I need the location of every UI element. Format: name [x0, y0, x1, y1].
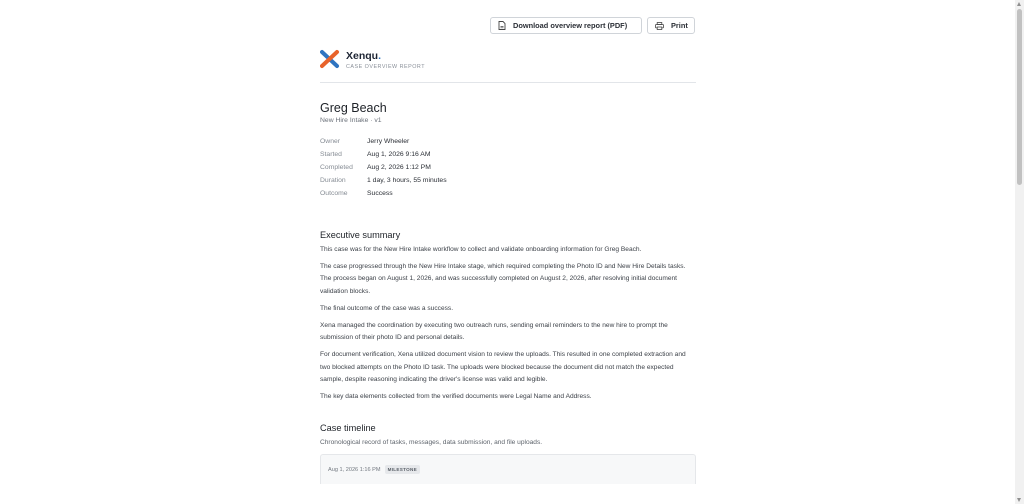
executive-summary-section — [320, 230, 696, 403]
meta-value: Aug 1, 2026 9:16 AM — [367, 151, 431, 158]
print-label: Print — [671, 21, 688, 30]
summary-paragraph: This case was for the New Hire Intake workflow to collect and validate onboarding information for Greg Beach. — [320, 246, 642, 253]
summary-paragraph: The final outcome of the case was a success. — [320, 304, 454, 312]
download-pdf-button[interactable] — [490, 17, 642, 34]
meta-key: Outcome — [320, 190, 348, 197]
meta-value: Success — [367, 190, 393, 197]
meta-row-owner — [320, 135, 696, 148]
timeline-entry-time: Aug 1, 2026 1:16 PM — [328, 466, 381, 473]
case-overview-report — [320, 46, 696, 484]
print-button[interactable] — [647, 17, 695, 34]
case-timeline-section — [320, 423, 696, 484]
meta-row-started — [320, 148, 696, 161]
summary-paragraph: Xena managed the coordination by executing two outreach runs, sending email reminders to the new hire to prompt the submission of their photo ID and personal details. — [320, 322, 668, 342]
meta-key: Completed — [320, 164, 353, 171]
xenqu-logo — [320, 49, 340, 69]
meta-value: Jerry Wheeler — [367, 138, 410, 145]
brand-header — [320, 46, 696, 72]
meta-value: Aug 2, 2026 1:12 PM — [367, 164, 431, 171]
scrollbar-thumb[interactable] — [1017, 9, 1022, 185]
report-toolbar — [490, 17, 695, 34]
section-title: Executive summary — [320, 230, 401, 240]
meta-row-completed — [320, 161, 696, 174]
scroll-down-arrow-icon[interactable] — [1017, 498, 1021, 502]
meta-key: Owner — [320, 138, 341, 145]
meta-key: Started — [320, 151, 342, 158]
case-workflow: New Hire Intake · v1 — [320, 117, 382, 124]
download-pdf-label: Download overview report (PDF) — [513, 21, 628, 30]
meta-value: 1 day, 3 hours, 55 minutes — [367, 177, 447, 184]
meta-row-outcome — [320, 187, 696, 200]
header-divider — [320, 82, 696, 83]
timeline-subtitle: Chronological record of tasks, messages, data submission, and file uploads. — [320, 439, 543, 447]
meta-row-duration — [320, 174, 696, 187]
timeline-entry — [320, 454, 696, 484]
summary-paragraph: The key data elements collected from the verified documents were Legal Name and Address. — [320, 393, 592, 401]
brand-name: Xenqu. — [346, 50, 382, 62]
printer-icon — [655, 22, 664, 30]
vertical-scrollbar[interactable] — [1015, 0, 1024, 504]
file-icon — [498, 21, 506, 30]
case-meta-list — [320, 135, 696, 200]
section-title: Case timeline — [320, 423, 376, 434]
brand-subtitle: CASE OVERVIEW REPORT — [346, 64, 425, 70]
case-person-name: Greg Beach — [320, 101, 387, 115]
scroll-up-arrow-icon[interactable] — [1017, 2, 1021, 6]
summary-paragraph: The case progressed through the New Hire Intake stage, which required completing the Photo ID and New Hire Details tasks. The process began on August 1, 2026, and was successfully completed on August 2, 2026, after resolving initial document validation blocks. — [320, 263, 686, 295]
milestone-badge: MILESTONE — [385, 465, 420, 474]
meta-key: Duration — [320, 177, 346, 184]
summary-paragraph: For document verification, Xena utilized document vision to review the uploads. This resulted in one completed extraction and two blocked attempts on the Photo ID task. The uploads were blocked because the document did not match the expected sample, despite reasoning indicating the driver's license was valid and legible. — [320, 351, 686, 383]
